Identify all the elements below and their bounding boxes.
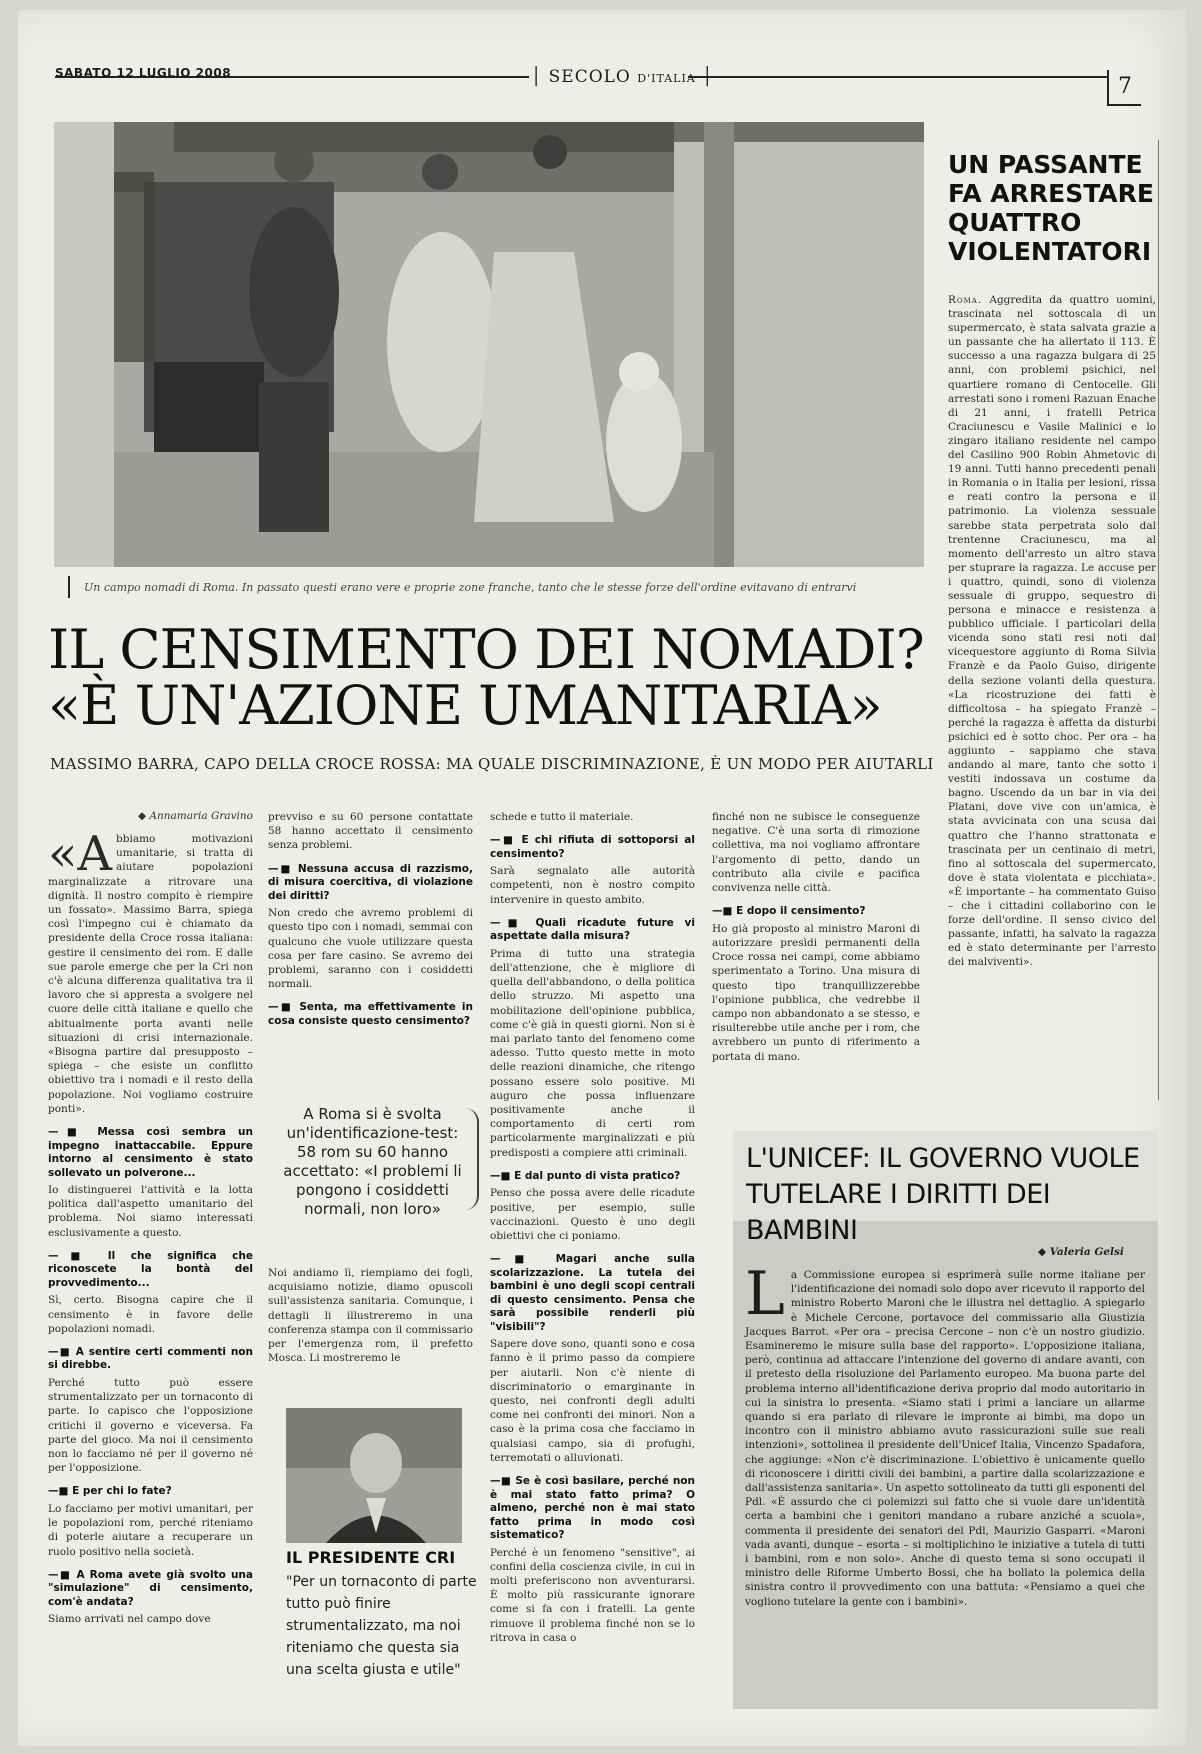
- unicef-text: a Commissione europea si esprimerà sulle norme italiane per l'identificazione dei nomadi solo dopo aver ricevuto il rapporto del ministro Roberto Maroni che le illustra nel dettaglio. A spiegarlo è Michele Cercone, portavoce del commissario alla Giustizia Jacques Barrot. «Per ora – precisa Cercone – non c'è un nostro giudizio. Esamineremo le misure sulla base del rapporto». L'opposizione italiana, però, continua ad attaccare l'intenzione del governo di andare avanti, con il pretesto della risoluzione del Parlamento europeo. Ma buona parte del problema interno all'identificazione deriva proprio dal modo autoritario in cui la sinistra lo presenta. «Siamo stati i primi a lanciare un allarme quando si era parlato di rilevare le impronte ai bimbi, ma dopo un incontro con il ministro abbiamo avuto rassicurazioni sulle sue reali intenzioni», sottolinea il presidente dell'Unicef Italia, Vincenzo Spadafora, che aggiunge: «Non c'è discriminazione. L'obiettivo è unicamente quello di riconoscere i diritti civili dei bambini, a partire dalla scolarizzazione e dall'assistenza sanitaria». Un aspetto sottolineato da tutti gli esponenti del Pdl. «È assurdo che ci polemizzi sul fatto che si vuole dare un'identità certa a bambini che i genitori mandano a rubare anziché a scuola», commenta il presidente dei senatori del Pdl, Maurizio Gasparri. «Maroni vada avanti, dunque – esorta – si moltiplichino le iniziative a tutela di tutti i bambini, rom e non solo». Anche di questo tema si sono occupati il ministro delle Riforme Umberto Bossi, che ha bollato la polemica della sinistra contro il provvedimento con una battuta: «Pensiamo a quei che vogliono tutelare la gente con i bambini».: [745, 1269, 1145, 1608]
- article-column-2-continued: [268, 1266, 473, 1371]
- answer: Prima di tutto una strategia dell'attenzione, che è migliore di quella dell'abbandono, o della politica dello struzzo. Mi aspetto una mobilitazione dell'opinione pubblica, come c'è già in questi giorni. Non si è mai parlato tanto del fenomeno come adesso. Tutto questo mette in moto delle reazioni dinamiche, che ritengo possano essere solo positive. Mi auguro che possa influenzare positivamente anche il comportamento di certi rom particolarmente marginalizzati e più predisposti a compiere atti criminali.: [490, 947, 695, 1159]
- intro-paragraph: [48, 826, 253, 1116]
- sidebar-text: Aggredita da quattro uomini, trascinata nel sottoscala di un supermercato, è stata salvata grazie a un passante che ha allertato il 113. È successo a una ragazza bulgara di 25 anni, con problemi psichici, nel quartiere romano di Centocelle. Gli arrestati sono i romeni Razuan Enache di 21 anni, i fratelli Petrica Craciunescu e Vasile Malinici e lo zingaro italiano residente nel campo del Casilino 900 Robin Ahmetovic di 19 anni. Tutti hanno precedenti penali in Romania o in Italia per lesioni, rissa e reati contro la persona e il patrimonio. La violenza sessuale sarebbe stata perpetrata solo dal trentenne Craciunescu, ma al momento dell'arresto un altro stava per stuprare la ragazza. Le accuse per i quattro, quindi, sono di violenza sessuale di gruppo, sequestro di persona e minacce e resistenza a pubblico ufficiale. I particolari della vicenda sono stati resi noti dal vicequestore aggiunto di Roma Silvia Franzè e da Paolo Guiso, dirigente della sezione volanti della questura. «La ricostruzione dei fatti è difficoltosa – ha spiegato Franzè – perché la ragazza è affetta da disturbi psichici ed è sotto choc. Per ora – ha aggiunto – sappiamo che stava andando al mare, tanto che sotto i vestiti indossava un costume da bagno. Uscendo da un bar in via dei Platani, dove vive con un'amica, è stata avvicinata con una scusa dai quattro che l'hanno strattonata e trascinata per un centinaio di metri, fino al sottoscala del supermercato, dove è stata violentata e picchiata». «È importante – ha commentato Guiso – che i cittadini collaborino con le forze dell'ordine. Il senso civico del passante, infatti, ha salvato la ragazza ed è stato determinante per l'arresto dei malviventi».: [948, 294, 1156, 969]
- portrait-illustration: [286, 1408, 462, 1543]
- article-column-1: [48, 810, 253, 1632]
- article-column-3: [490, 810, 695, 1651]
- question: —■ Magari anche sulla scolarizzazione. La tutela dei bambini è uno degli scopi centrali di questo censimento. Pensa che sarà possibile renderli più "visibili"?: [490, 1253, 695, 1334]
- camp-photo-illustration: [54, 122, 924, 567]
- paper-name-small: D'ITALIA: [637, 72, 696, 85]
- answer: Ho già proposto al ministro Maroni di autorizzare presìdi permanenti della Croce rossa nei campi, come abbiamo sperimentato a Torino. Una misura di questo tipo tranquillizzerebbe l'opinione pubblica, che vedrebbe il campo non abbandonato a se stesso, e risulterebbe utile anche per i rom, che avrebbero un punto di riferimento a portata di mano.: [712, 922, 920, 1063]
- masthead-paper-name: │ SECOLO D'ITALIA │: [531, 67, 714, 87]
- question: —■ E dopo il censimento?: [712, 905, 920, 919]
- question: —■ Il che significa che riconoscete la bontà del provvedimento...: [48, 1250, 253, 1291]
- president-box-title: IL PRESIDENTE CRI: [286, 1548, 456, 1567]
- question: —■ A sentire certi commenti non si direbbe.: [48, 1346, 253, 1373]
- subheadline: MASSIMO BARRA, CAPO DELLA CROCE ROSSA: MA QUALE DISCRIMINAZIONE, È UN MODO PER AIUTARLI: [50, 755, 934, 773]
- unicef-body: [745, 1259, 1145, 1609]
- answer: prevviso e su 60 persone contattate 58 hanno accettato il censimento senza problemi.: [268, 811, 473, 852]
- sidebar-place: Roma.: [948, 294, 983, 306]
- byline: ◆ Annamaria Gravino: [48, 810, 253, 822]
- masthead-rule-right: [688, 76, 1108, 78]
- camp-photo: [54, 122, 924, 567]
- question: —■ E chi rifiuta di sottoporsi al censimento?: [490, 834, 695, 861]
- headline: [48, 618, 928, 737]
- unicef-title: L'UNICEF: IL GOVERNO VUOLE TUTELARE I DIRITTI DEI BAMBINI: [746, 1143, 1140, 1246]
- answer: Io distinguerei l'attività e la lotta politica dall'aspetto umanitario del problema. Noi siamo interessati esclusivamente a questo.: [48, 1184, 253, 1239]
- president-box-quote: "Per un tornaconto di parte tutto può finire strumentalizzato, ma noi riteniamo che questa sia una scelta giusta e utile": [286, 1574, 477, 1678]
- question: —■ Senta, ma effettivamente in cosa consiste questo censimento?: [268, 1001, 473, 1028]
- article-column-2: [268, 810, 473, 1031]
- answer: Non credo che avremo problemi di questo tipo con i nomadi, semmai con qualcuno che vuole utilizzare questa cosa per fare casino. Se avremo dei problemi, saranno con i cosiddetti normali.: [268, 907, 473, 991]
- article-column-4: [712, 810, 920, 1070]
- answer: finché non ne subisce le conseguenze negative. C'è una sorta di rimozione collettiva, ma noi vogliamo affrontare l'argomento di petto, dando un contributo alla civile e pacifica convivenza nelle città.: [712, 811, 920, 895]
- headline-line-2: «È UN'AZIONE UMANITARIA»: [48, 674, 882, 737]
- answer: Sapere dove sono, quanti sono e cosa fanno è il primo passo da compiere per aiutarli. Non c'è niente di discriminatorio o emarginante in questo, nei confronti degli adulti come nei confronti dei minori. Non a caso è la prima cosa che facciamo in qualsiasi campo, sia di profughi, terremotati o alluvionati.: [490, 1338, 695, 1464]
- question: —■ Nessuna accusa di razzismo, di misura coercitiva, di violazione dei diritti?: [268, 863, 473, 904]
- pull-quote-brace: [463, 1108, 479, 1210]
- question: —■ Se è così basilare, perché non è mai stato fatto prima? O almeno, perché non è mai stato fatto prima in modo così sistematico?: [490, 1475, 695, 1543]
- answer: Perché è un fenomeno "sensitive", ai confini della coscienza civile, in cui in molti preferiscono non avventurarsi. È molto più rassicurante ignorare come si fa con i fratelli. La gente rimuove il problema finché non se lo ritrova in casa o: [490, 1546, 695, 1644]
- answer: Noi andiamo lì, riempiamo dei fogli, acquisiamo notizie, diamo opuscoli sull'assistenza sanitaria. Comunque, i dettagli li illustreremo in una conferenza stampa con il commissario per l'emergenza rom, il prefetto Mosca. Li mostreremo le: [268, 1267, 473, 1365]
- answer: Sì, certo. Bisogna capire che il censimento è in favore delle popolazioni nomadi.: [48, 1294, 253, 1335]
- question: —■ Messa così sembra un impegno inattaccabile. Eppure intorno al censimento è stato sollevato un polverone...: [48, 1126, 253, 1180]
- newspaper-page: [18, 10, 1186, 1746]
- masthead-date: SABATO 12 LUGLIO 2008: [55, 66, 232, 80]
- unicef-byline: ◆ Valeria Gelsi: [1038, 1246, 1124, 1258]
- answer: Penso che possa avere delle ricadute positive, per esempio, sulle vaccinazioni. Questo è uno degli obiettivi che ci poniamo.: [490, 1187, 695, 1242]
- paper-name: SECOLO: [548, 67, 631, 87]
- headline-line-1: IL CENSIMENTO DEI NOMADI?: [48, 618, 924, 681]
- sidebar-title: UN PASSANTE FA ARRESTARE QUATTRO VIOLENTATORI: [948, 150, 1154, 266]
- photo-caption: Un campo nomadi di Roma. In passato questi erano vere e proprie zone franche, tanto che le stesse forze dell'ordine evitavano di entrarvi: [84, 581, 857, 594]
- caption-marker: [68, 576, 70, 598]
- answer: Lo facciamo per motivi umanitari, per le popolazioni rom, perché riteniamo di poterle aiutare a recuperare un ruolo positivo nella società.: [48, 1502, 253, 1558]
- question: —■ E dal punto di vista pratico?: [490, 1170, 695, 1184]
- answer: schede e tutto il materiale.: [490, 811, 634, 823]
- answer: Siamo arrivati nel campo dove: [48, 1613, 211, 1626]
- dropcap: «A: [48, 826, 113, 882]
- intro-text: bbiamo motivazioni umanitarie, si tratta di aiutare popolazioni marginalizzate a ritrovare una dignità. Il nostro compito è riempire un fossato». Massimo Barra, spiega così l'impegno cui è chiamato da presidente della Croce rossa italiana: gestire il censimento dei rom. E dalle sue parole emerge che per la Cri non c'è alcuna differenza qualitativa tra il lavoro che si appresta a svolgere nel cuore delle città italiane e quello che abitualmente porta avanti nelle situazioni di crisi internazionale. «Bisogna partire dal presupposto – spiega – che esiste un conflitto obiettivo tra i nomadi e il resto della popolazione. Noi vogliamo costruire ponti».: [48, 833, 253, 1115]
- page-number: 7: [1107, 70, 1141, 106]
- answer: Perché tutto può essere strumentalizzato per un tornaconto di parte. Io capisco che l'opposizione critichi il governo e viceversa. Fa parte del gioco. Ma noi il censimento non lo facciamo né per il governo né per l'opposizione.: [48, 1376, 253, 1475]
- unicef-dropcap: L: [745, 1259, 785, 1329]
- question: —■ Quali ricadute future vi aspettate dalla misura?: [490, 917, 695, 944]
- answer: Sarà segnalato alle autorità competenti, non è nostro compito intervenire in questo ambito.: [490, 865, 695, 906]
- sidebar-body: [948, 293, 1156, 970]
- president-box: [286, 1548, 484, 1681]
- pull-quote: A Roma si è svolta un'identificazione-test: 58 rom su 60 hanno accettato: «I problemi li pongono i cosiddetti normali, non loro»: [283, 1105, 462, 1218]
- question: —■ A Roma avete già svolto una "simulazione" di censimento, com'è andata?: [48, 1569, 253, 1610]
- president-portrait: [286, 1408, 462, 1543]
- question: —■ E per chi lo fate?: [48, 1485, 253, 1499]
